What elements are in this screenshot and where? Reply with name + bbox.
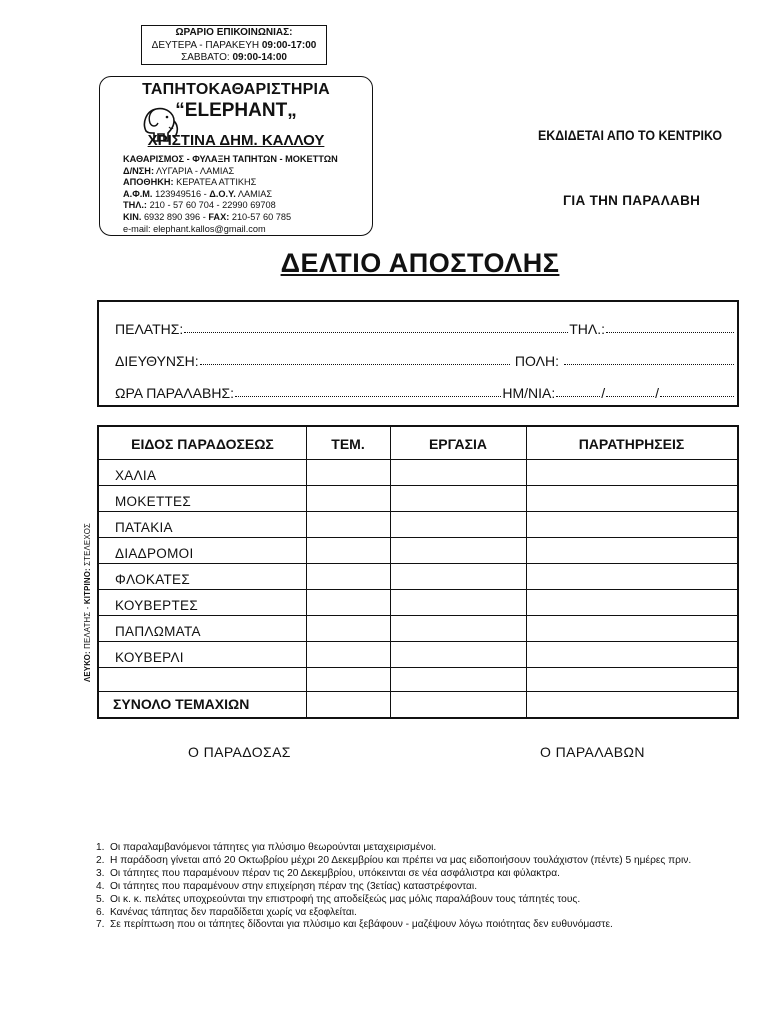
terms-number: 6. bbox=[96, 906, 105, 918]
company-name: “ELEPHANT„ bbox=[175, 100, 297, 121]
terms-number: 1. bbox=[96, 842, 105, 853]
receiver-signature-label: Ο ΠΑΡΑΛΑΒΩΝ bbox=[540, 744, 645, 760]
header-remarks: ΠΑΡΑΤΗΡΗΣΕΙΣ bbox=[578, 436, 685, 452]
header-item-type: ΕΙΔΟΣ ΠΑΡΑΔΟΣΕΩΣ bbox=[131, 436, 274, 452]
terms-item bbox=[96, 842, 736, 855]
table-row-divider bbox=[99, 485, 737, 486]
afm-label: Α.Φ.Μ. bbox=[123, 188, 153, 199]
company-type: ΤΑΠΗΤΟΚΑΘΑΡΙΣΤΗΡΙΑ bbox=[142, 81, 330, 98]
terms-list bbox=[96, 842, 736, 932]
terms-text: Η παράδοση γίνεται από 20 Οκτωβρίου μέχρι 20 Δεκεμβρίου και πρέπει να μας ειδοποιήσουν τουλάχιστον (πέντε) 5 ημέρες πριν. bbox=[110, 854, 692, 866]
hours-title: ΩΡΑΡΙΟ ΕΠΙΚΟΙΝΩΝΙΑΣ: bbox=[175, 27, 293, 38]
afm-value: 123949516 - bbox=[155, 188, 207, 199]
terms-text: Σε περίπτωση που οι τάπητες δίδονται για πλύσιμο και ξεβάφουν - μαζέψουν λόγω ποιότητας δεν ευθυνόμαστε. bbox=[110, 919, 613, 931]
terms-text: Οι τάπητες που παραμένουν πέραν τις 20 Δεκεμβρίου, υπόκεινται σε νέα ασφάλιστρα και φύλακτρα. bbox=[110, 867, 560, 879]
table-row-item: ΦΛΟΚΑΤΕΣ bbox=[115, 572, 191, 587]
document-title: ΔΕΛΤΙΟ ΑΠΟΣΤΟΛΗΣ bbox=[280, 248, 560, 278]
company-address bbox=[123, 166, 368, 178]
table-row-divider bbox=[99, 459, 737, 460]
company-email: e-mail: elephant.kallos@gmail.com bbox=[123, 223, 266, 234]
company-phone bbox=[123, 200, 368, 212]
header-quantity: ΤΕΜ. bbox=[331, 436, 365, 452]
terms-item bbox=[96, 907, 736, 920]
items-table bbox=[97, 425, 739, 719]
date-day-field[interactable] bbox=[556, 395, 600, 397]
pickup-note: ΓΙΑ ΤΗΝ ΠΑΡΑΛΑΒΗ bbox=[563, 193, 701, 208]
table-row-item: ΠΑΤΑΚΙΑ bbox=[115, 520, 173, 535]
table-row-item: ΚΟΥΒΕΡΛΙ bbox=[115, 650, 184, 665]
table-row-item: ΧΑΛΙΑ bbox=[115, 468, 157, 483]
terms-item bbox=[96, 919, 736, 932]
hours-weekdays-time: 09:00-17:00 bbox=[261, 39, 317, 51]
header-work: ΕΡΓΑΣΙΑ bbox=[428, 436, 488, 452]
table-row-divider bbox=[99, 667, 737, 668]
column-divider bbox=[390, 427, 391, 717]
address-row bbox=[115, 351, 735, 369]
client-address-label: ΔΙΕΥΘΥΝΣΗ: bbox=[115, 353, 199, 369]
date-separator: / bbox=[655, 385, 659, 401]
terms-item bbox=[96, 881, 736, 894]
date-month-field[interactable] bbox=[606, 395, 654, 397]
client-label: ΠΕΛΑΤΗΣ: bbox=[115, 321, 184, 337]
table-row-item: ΠΑΠΛΩΜΑΤΑ bbox=[115, 624, 201, 639]
table-row-item: ΚΟΥΒΕΡΤΕΣ bbox=[115, 598, 198, 613]
hours-box bbox=[141, 25, 327, 65]
owner-name: ΧΡΙΣΤΙΝΑ ΔΗΜ. ΚΑΛΛΟΥ bbox=[147, 132, 325, 149]
city-field[interactable] bbox=[564, 363, 734, 365]
hours-saturday-time: 09:00-14:00 bbox=[232, 52, 287, 63]
column-divider bbox=[306, 427, 307, 717]
hours-saturday bbox=[142, 52, 326, 65]
table-row-divider bbox=[99, 589, 737, 590]
client-phone-label: ΤΗΛ.: bbox=[569, 321, 605, 337]
terms-number: 4. bbox=[96, 880, 105, 892]
date-year-field[interactable] bbox=[660, 395, 734, 397]
yellow-copy-value: ΣΤΕΛΕΧΟΣ bbox=[83, 522, 92, 566]
storage-label: ΑΠΟΘΗΚΗ: bbox=[123, 177, 174, 188]
pickup-time-field[interactable] bbox=[235, 395, 501, 397]
phone-value: 210 - 57 60 704 - 22990 69708 bbox=[149, 200, 276, 211]
doy-value: ΛΑΜΙΑΣ bbox=[237, 188, 273, 199]
table-row-divider bbox=[99, 615, 737, 616]
table-row-divider bbox=[99, 537, 737, 538]
address-value: ΛΥΓΑΡΙΑ - ΛΑΜΙΑΣ bbox=[156, 165, 235, 176]
company-details bbox=[123, 154, 368, 235]
table-row-item: ΔΙΑΔΡΟΜΟΙ bbox=[115, 546, 194, 561]
date-label: ΗΜ/ΝΙΑ: bbox=[502, 385, 556, 401]
terms-text: Οι τάπητες που παραμένουν στην επιχείρηση πέραν της (3ετίας) καταστρέφονται. bbox=[110, 880, 478, 892]
pickup-time-label: ΩΡΑ ΠΑΡΑΛΑΒΗΣ: bbox=[115, 385, 234, 401]
terms-number: 3. bbox=[96, 867, 105, 879]
terms-item bbox=[96, 894, 736, 907]
hours-weekdays-label: ΔΕΥΤΕΡΑ - ΠΑΡΑΚΕΥΗ bbox=[151, 39, 260, 51]
customer-info-box bbox=[97, 300, 739, 407]
phone-label: ΤΗΛ.: bbox=[123, 200, 147, 211]
client-phone-field[interactable] bbox=[606, 331, 734, 333]
terms-text: Κανένας τάπητας δεν παραδίδεται χωρίς να εξοφλείται. bbox=[110, 906, 357, 918]
table-row-item: ΜΟΚΕΤΤΕΣ bbox=[115, 494, 191, 509]
company-mobile-fax bbox=[123, 212, 368, 224]
mobile-value: 6932 890 396 - bbox=[143, 211, 206, 222]
mobile-label: ΚΙΝ. bbox=[123, 211, 142, 222]
hours-weekdays bbox=[142, 40, 326, 53]
client-address-field[interactable] bbox=[200, 363, 510, 365]
deliverer-signature-label: Ο ΠΑΡΑΔΟΣΑΣ bbox=[188, 744, 291, 760]
terms-text: Οι κ. κ. πελάτες υποχρεούνται την επιστροφή της αποδείξεώς μας μόλις παραλάβουν τους τάπητές τους. bbox=[110, 893, 581, 905]
yellow-copy-label: ΚΙΤΡΙΝΟ: bbox=[83, 568, 92, 605]
column-divider bbox=[526, 427, 527, 717]
company-storage bbox=[123, 177, 368, 189]
storage-value: ΚΕΡΑΤΕΑ ΑΤΤΙΚΗΣ bbox=[176, 177, 257, 188]
copy-distribution-note bbox=[83, 523, 92, 682]
doy-label: Δ.Ο.Υ. bbox=[209, 188, 236, 199]
table-row-divider bbox=[99, 511, 737, 512]
company-box bbox=[99, 76, 373, 236]
company-services: ΚΑΘΑΡΙΣΜΟΣ - ΦΥΛΑΞΗ ΤΑΠΗΤΩΝ - ΜΟΚΕΤΤΩΝ bbox=[123, 154, 338, 164]
table-row-divider bbox=[99, 641, 737, 642]
white-copy-label: ΛΕΥΚΟ: bbox=[83, 651, 92, 682]
white-copy-value: ΠΕΛΑΤΗΣ - bbox=[83, 606, 92, 649]
fax-value: 210-57 60 785 bbox=[231, 211, 292, 222]
total-items-label: ΣΥΝΟΛΟ ΤΕΜΑΧΙΩΝ bbox=[113, 696, 250, 712]
table-row-divider bbox=[99, 691, 737, 692]
table-row-divider bbox=[99, 563, 737, 564]
hours-saturday-label: ΣΑΒΒΑΤΟ: bbox=[181, 52, 230, 63]
city-label: ΠΟΛΗ: bbox=[514, 353, 559, 369]
issued-note: ΕΚΔΙΔΕΤΑΙ ΑΠΟ ΤΟ ΚΕΝΤΡΙΚΟ bbox=[538, 128, 723, 143]
terms-text: Οι παραλαμβανόμενοι τάπητες για πλύσιμο θεωρούνται μεταχειρισμένοι. bbox=[110, 842, 437, 853]
terms-item bbox=[96, 855, 736, 868]
fax-label: FAX: bbox=[208, 211, 230, 222]
company-tax bbox=[123, 189, 368, 201]
client-field[interactable] bbox=[184, 331, 568, 333]
address-label: Δ/ΝΣΗ: bbox=[123, 165, 154, 176]
pickup-time-row bbox=[115, 383, 735, 401]
terms-number: 7. bbox=[96, 919, 105, 931]
client-row bbox=[115, 319, 735, 337]
terms-item bbox=[96, 868, 736, 881]
terms-number: 5. bbox=[96, 893, 105, 905]
date-separator: / bbox=[601, 385, 606, 401]
terms-number: 2. bbox=[96, 854, 105, 866]
